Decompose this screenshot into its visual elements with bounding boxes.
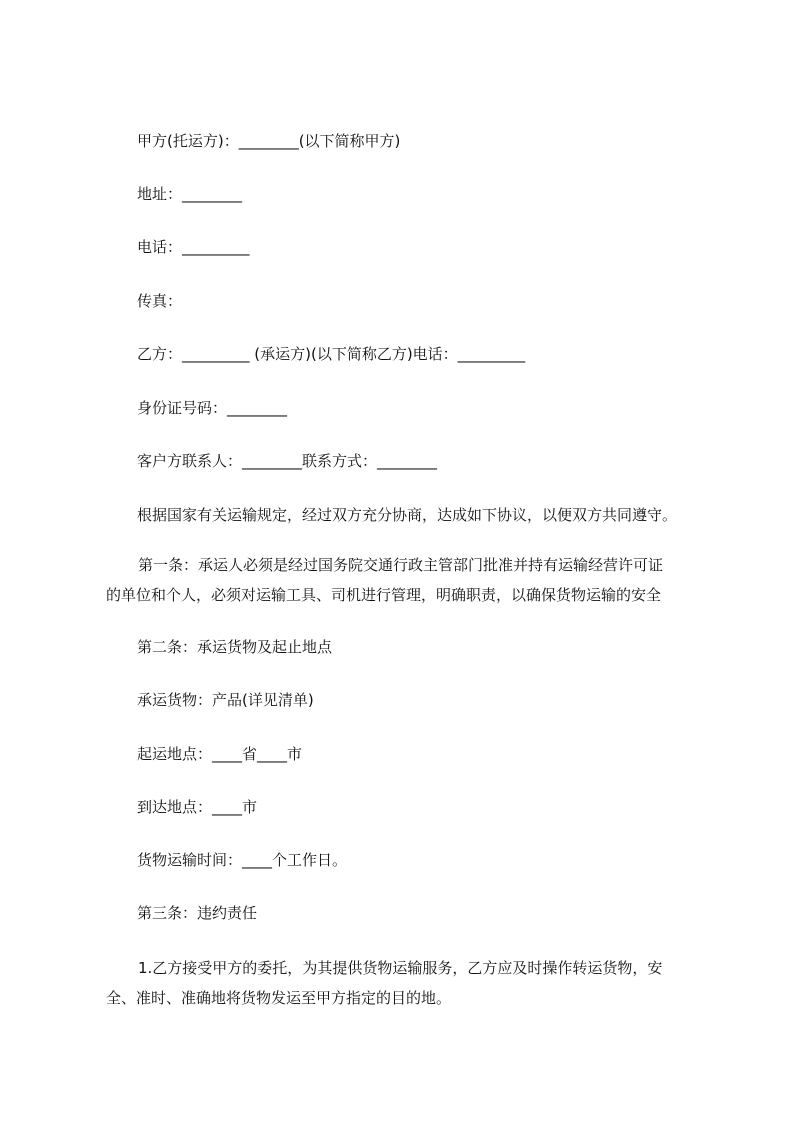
- article-1-line-1: 第一条：承运人必须是经过国务院交通行政主管部门批准并持有运输经营许可证: [138, 556, 664, 574]
- party-a-line: 甲方(托运方)：________(以下简称甲方): [137, 132, 401, 150]
- clause-1-line-2: 全、准时、准确地将货物发运至甲方指定的目的地。: [106, 989, 452, 1007]
- article-3-title: 第三条：违约责任: [137, 904, 258, 922]
- phone-line: 电话：_________: [137, 238, 250, 256]
- article-2-title: 第二条：承运货物及起止地点: [137, 638, 333, 656]
- origin-line: 起运地点：____省____市: [137, 745, 303, 763]
- destination-line: 到达地点：____市: [137, 798, 258, 816]
- address-line: 地址：________: [137, 185, 243, 203]
- article-1-paragraph: [106, 550, 706, 610]
- goods-line: 承运货物：产品(详见清单): [137, 691, 314, 709]
- fax-line: 传真：: [137, 292, 183, 310]
- duration-line: 货物运输时间：____个工作日。: [137, 851, 348, 869]
- clause-1-paragraph: [106, 953, 706, 1013]
- intro-paragraph: 根据国家有关运输规定，经过双方充分协商，达成如下协议，以便双方共同遵守。: [137, 506, 678, 524]
- id-number-line: 身份证号码：________: [137, 399, 288, 417]
- clause-1-line-1: 1.乙方接受甲方的委托，为其提供货物运输服务，乙方应及时操作转运货物，安: [138, 959, 663, 977]
- article-1-line-2: 的单位和个人，必须对运输工具、司机进行管理，明确职责，以确保货物运输的安全: [106, 586, 662, 604]
- party-b-line: 乙方：_________ (承运方)(以下简称乙方)电话：_________: [137, 345, 526, 363]
- contact-line: 客户方联系人：________联系方式：________: [137, 452, 438, 470]
